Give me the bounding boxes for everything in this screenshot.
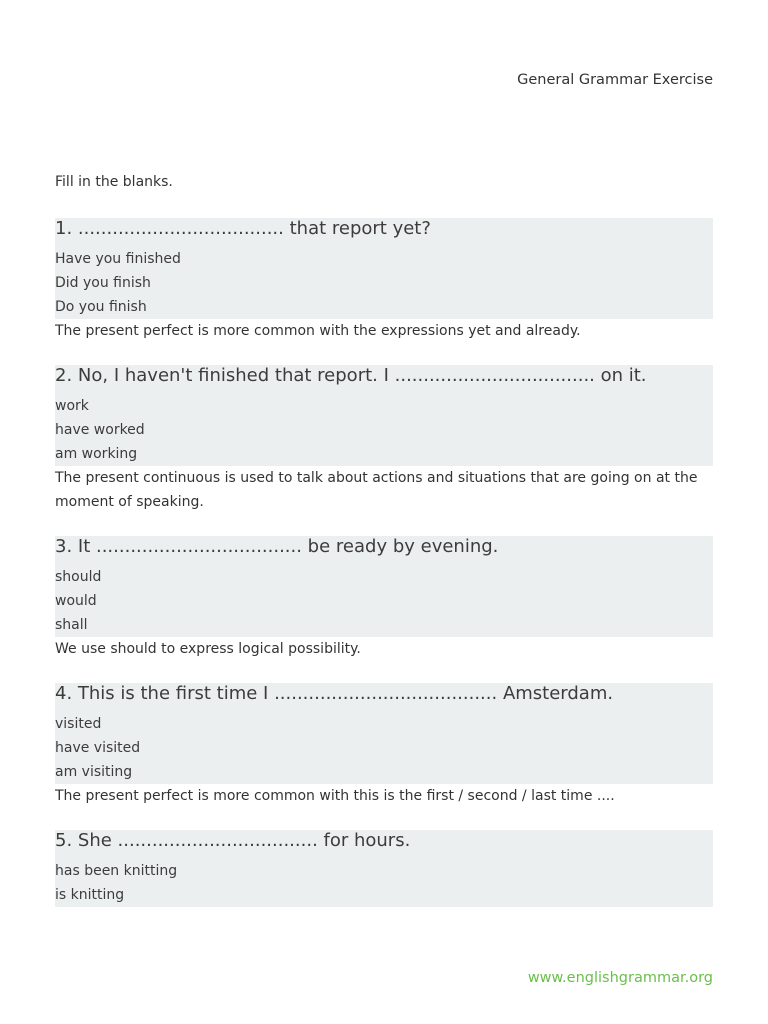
explanation-text: The present perfect is more common with this is the first / second / last time .... xyxy=(55,788,615,804)
question-text: 3. It .................................... be ready by evening. xyxy=(55,536,499,557)
instructions: Fill in the blanks. xyxy=(55,174,173,190)
answer-option[interactable]: am working xyxy=(55,446,138,462)
answer-option[interactable]: would xyxy=(55,593,97,609)
page-title: General Grammar Exercise xyxy=(517,72,713,88)
question-2 xyxy=(55,365,713,514)
question-box xyxy=(55,365,713,466)
answer-option[interactable]: has been knitting xyxy=(55,863,178,879)
answer-option[interactable]: Have you finished xyxy=(55,251,181,267)
answer-option[interactable]: shall xyxy=(55,617,88,633)
answer-option[interactable]: is knitting xyxy=(55,887,125,903)
answer-option[interactable]: work xyxy=(55,398,89,414)
question-1 xyxy=(55,218,713,343)
question-text: 1. .................................... that report yet? xyxy=(55,218,431,239)
explanation-text: We use should to express logical possibility. xyxy=(55,641,361,657)
question-box xyxy=(55,830,713,907)
question-3 xyxy=(55,536,713,661)
footer-site-link[interactable]: www.englishgrammar.org xyxy=(527,970,713,986)
question-text: 2. No, I haven't finished that report. I ................................... on it. xyxy=(55,365,647,386)
question-text: 4. This is the first time I ....................................... Amsterdam. xyxy=(55,683,614,704)
question-box xyxy=(55,536,713,637)
explanation-text: The present perfect is more common with the expressions yet and already. xyxy=(55,323,581,339)
question-4 xyxy=(55,683,713,808)
answer-option[interactable]: am visiting xyxy=(55,764,133,780)
answer-option[interactable]: Do you finish xyxy=(55,299,147,315)
question-box xyxy=(55,683,713,784)
question-box xyxy=(55,218,713,319)
question-5 xyxy=(55,830,713,907)
answer-option[interactable]: should xyxy=(55,569,102,585)
question-text: 5. She ................................... for hours. xyxy=(55,830,411,851)
question-list xyxy=(55,218,713,929)
explanation-text: The present continuous is used to talk about actions and situations that are going on at the moment of speaking. xyxy=(55,470,698,510)
answer-option[interactable]: visited xyxy=(55,716,102,732)
answer-option[interactable]: have worked xyxy=(55,422,145,438)
answer-option[interactable]: have visited xyxy=(55,740,141,756)
answer-option[interactable]: Did you finish xyxy=(55,275,151,291)
